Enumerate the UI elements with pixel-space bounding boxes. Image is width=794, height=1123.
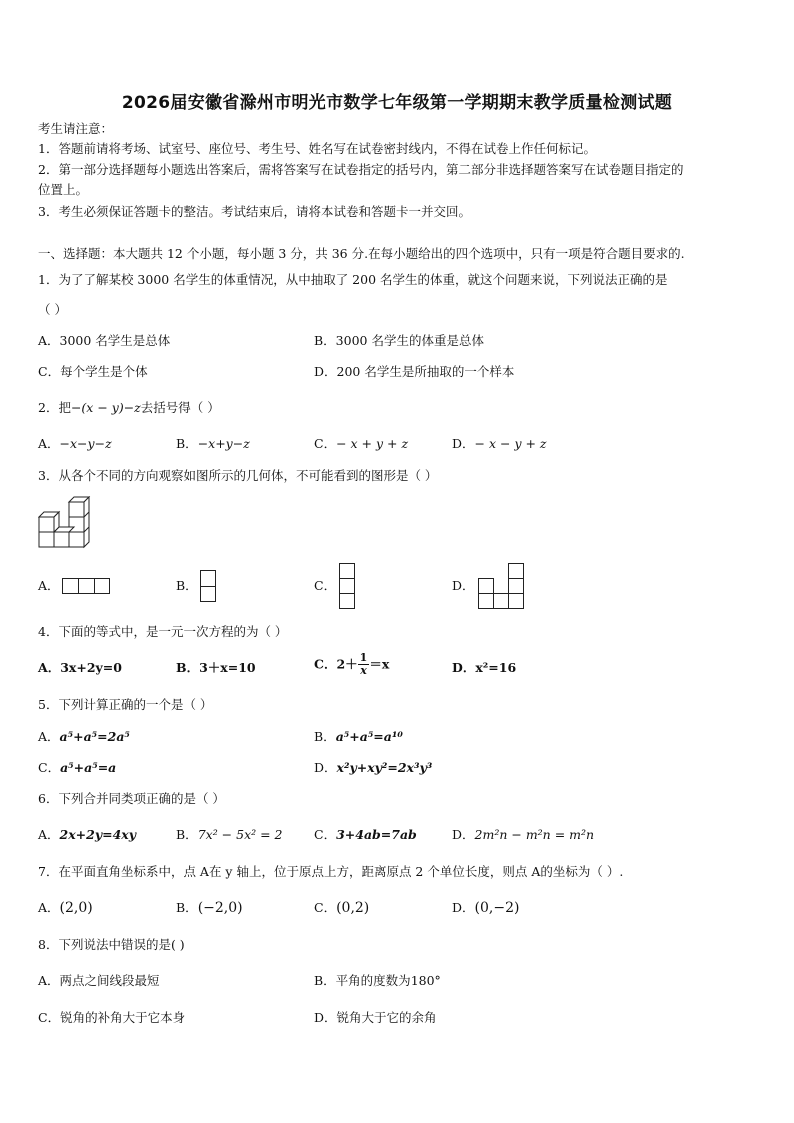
q3-option-c-figure [339,563,355,609]
q5-option-c [38,760,116,776]
q7-b-expr: (−2,0) [197,900,243,916]
q5-b-label: B． [314,729,336,744]
q5-d-label: D． [314,760,337,775]
q7-stem: 7．在平面直角坐标系中，点 A在 y 轴上，位于原点上方，距离原点 2 个单位长度，则点 A的坐标为（ ）. [38,864,624,879]
notice-item: 1．答题前请将考场、试室号、座位号、考生号、姓名写在试卷密封线内，不得在试卷上作任何标记。 [38,141,596,156]
q6-c-expr: 3+4ab=7ab [336,827,417,842]
q5-b-expr: a⁵+a⁵=a¹⁰ [335,729,403,744]
q8-option-c: C．锐角的补角大于它本身 [38,1010,186,1025]
q3-stem: 3．从各个不同的方向观察如图所示的几何体，不可能看到的图形是（ ） [38,468,438,483]
q3-option-a-figure [62,578,110,594]
q1-stem: 1．为了了解某校 3000 名学生的体重情况，从中抽取了 200 名学生的体重，就这个问题来说，下列说法正确的是 [38,272,668,287]
q1-option-b: B．3000 名学生的体重是总体 [314,333,484,348]
q4-option-d: D．x²=16 [452,660,517,675]
q7-option-b [176,900,243,916]
q7-d-label: D． [452,900,475,915]
q4-option-b: B．3＋x=10 [176,660,256,675]
q7-a-expr: (2,0) [59,900,93,916]
q8-option-a: A．两点之间线段最短 [38,973,160,988]
q2-option-c [314,436,408,452]
q5-option-d [314,760,432,776]
page-title: 2026届安徽省滁州市明光市数学七年级第一学期期末教学质量检测试题 [121,93,673,113]
q1-option-a: A．3000 名学生是总体 [38,333,171,348]
q2-expression: −(x − y)−z [70,400,141,415]
q6-option-a [38,827,136,843]
q3-option-d-label: D． [452,578,475,593]
q5-option-a [38,729,130,745]
q6-d-expr: 2m²n − m²n = m²n [474,827,595,842]
q6-option-c [314,827,417,843]
q6-option-d [452,827,594,843]
q2-option-b [176,436,250,452]
q8-b-value: 180° [410,973,441,988]
q3-option-b-figure [200,570,216,602]
q7-option-a [38,900,93,916]
q6-a-expr: 2x+2y=4xy [59,827,137,842]
q7-option-c [314,900,369,916]
q2-c-expr: − x + y + z [336,436,409,451]
notice-item: 3．考生必须保证答题卡的整洁。考试结束后，请将本试卷和答题卡一并交回。 [38,204,471,219]
q5-d-expr: x²y+xy²=2x³y³ [336,760,433,775]
q2-option-a [38,436,112,452]
q4-stem: 4．下面的等式中，是一元一次方程的为（ ） [38,624,288,639]
q3-option-d-figure [478,563,524,609]
q1-paren: （ ） [38,302,67,317]
q6-stem: 6．下列合并同类项正确的是（ ） [38,791,225,806]
q1-option-d: D．200 名学生是所抽取的一个样本 [314,364,515,379]
q2-d-label: D． [452,436,475,451]
q7-a-label: A． [38,900,60,915]
q8-option-b [314,973,441,989]
q6-c-label: C． [314,827,337,842]
q5-c-expr: a⁵+a⁵=a [60,760,117,775]
q2-d-expr: − x − y + z [474,436,547,451]
q7-option-d [452,900,519,916]
q2-b-label: B． [176,436,198,451]
q6-a-label: A． [38,827,60,842]
q5-stem: 5．下列计算正确的一个是（ ） [38,697,213,712]
q4-option-c [314,652,389,677]
q2-c-label: C． [314,436,337,451]
q4-c-fraction [358,652,370,677]
q8-option-d: D．锐角大于它的余角 [314,1010,437,1025]
q2-b-expr: −x+y−z [197,436,250,451]
q6-d-label: D． [452,827,475,842]
q6-b-label: B． [176,827,198,842]
q4-c-pre: C．2＋ [314,656,358,672]
q8-stem: 8．下列说法中错误的是( ) [38,937,185,952]
q5-a-label: A． [38,729,60,744]
notice-item: 位置上。 [38,182,89,197]
q6-b-expr: 7x² − 5x² = 2 [197,827,283,842]
q4-c-denominator: x [360,664,367,677]
q5-c-label: C． [38,760,61,775]
q2-stem-post: 去括号得（ ） [140,400,220,415]
q3-solid-figure [38,496,94,550]
q3-solid-svg [38,496,94,550]
q1-option-c: C．每个学生是个体 [38,364,148,379]
q2-stem [38,400,220,416]
q8-b-text: B．平角的度数为 [314,973,411,988]
q7-c-label: C． [314,900,337,915]
q5-option-b [314,729,403,745]
notice-heading: 考生请注意： [38,121,114,136]
section-heading: 一、选择题：本大题共 12 个小题，每小题 3 分，共 36 分.在每小题给出的四个选项中，只有一项是符合题目要求的. [38,246,685,261]
q4-c-numerator: 1 [359,651,368,664]
q7-b-label: B． [176,900,198,915]
notice-item: 2．第一部分选择题每小题选出答案后，需将答案写在试卷指定的括号内，第二部分非选择题答案写在试卷题目指定的 [38,162,684,177]
q2-stem-pre: 2．把 [38,400,71,415]
q4-option-a: A．3x+2y=0 [38,660,122,675]
q3-option-a-label: A． [38,578,60,593]
q7-c-expr: (0,2) [336,900,370,916]
q2-a-label: A． [38,436,60,451]
q2-option-d [452,436,547,452]
q3-option-c-label: C． [314,578,337,593]
q2-a-expr: −x−y−z [59,436,112,451]
q5-a-expr: a⁵+a⁵=2a⁵ [59,729,130,744]
q3-option-b-label: B． [176,578,198,593]
q6-option-b [176,827,283,843]
q4-c-post: ＝x [369,656,390,672]
q7-d-expr: (0,−2) [474,900,520,916]
